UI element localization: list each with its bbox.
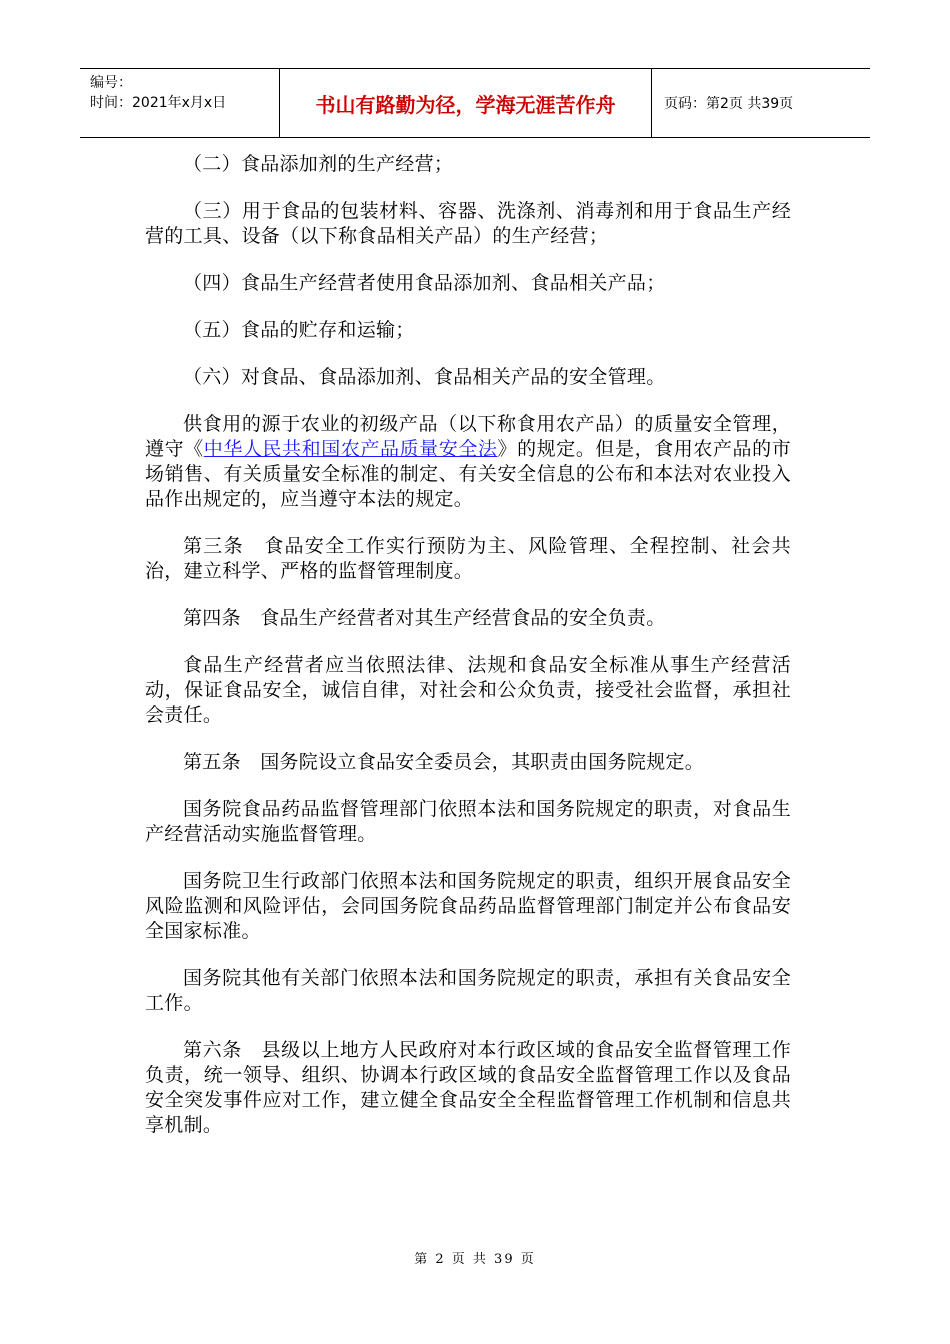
- paragraph: （四）食品生产经营者使用食品添加剂、食品相关产品；: [183, 272, 666, 294]
- paragraph: （三）用于食品的包装材料、容器、洗涤剂、消毒剂和用于食品生产经营的工具、设备（以下称食品相关产品）的生产经营；: [145, 200, 791, 247]
- paragraph: 第三条 食品安全工作实行预防为主、风险管理、全程控制、社会共治，建立科学、严格的监督管理制度。: [145, 535, 791, 582]
- paragraph: （六）对食品、食品添加剂、食品相关产品的安全管理。: [183, 366, 666, 388]
- page-header: [80, 68, 870, 138]
- paragraph: （二）食品添加剂的生产经营；: [183, 153, 454, 175]
- paragraph: 第五条 国务院设立食品安全委员会，其职责由国务院规定。: [183, 751, 705, 773]
- paragraph-text: 供食用的源于农业的初级产品（以下称食用农产品）的质量安全管理，遵守《: [145, 413, 791, 460]
- paragraph: 国务院食品药品监督管理部门依照本法和国务院规定的职责，对食品生产经营活动实施监督管理。: [145, 798, 791, 845]
- header-left-cell: [80, 69, 280, 137]
- document-body: [145, 152, 791, 1160]
- law-link[interactable]: 中华人民共和国农产品质量安全法: [203, 438, 498, 460]
- paragraph: 第六条 县级以上地方人民政府对本行政区域的食品安全监督管理工作负责，统一领导、组织、协调本行政区域的食品安全监督管理工作以及食品安全突发事件应对工作，建立健全食品安全全程监督管理工作机制和信息共享机制。: [145, 1039, 791, 1136]
- header-page-info: 页码：第2页 共39页: [664, 96, 794, 112]
- paragraph: 食品生产经营者应当依照法律、法规和食品安全标准从事生产经营活动，保证食品安全，诚信自律，对社会和公众负责，接受社会监督，承担社会责任。: [145, 654, 791, 726]
- document-date: 时间：2021年x月x日: [90, 95, 227, 111]
- header-motto: 书山有路勤为径，学海无涯苦作舟: [280, 69, 652, 137]
- paragraph: 第四条 食品生产经营者对其生产经营食品的安全负责。: [183, 607, 666, 629]
- page-footer: 第 2 页 共 39 页: [414, 1252, 536, 1267]
- paragraph-with-link: [145, 412, 791, 512]
- paragraph-text: 》的规定。但是，食用农产品的市场销售、有关质量安全标准的制定、有关安全信息的公布和本法对农业投入品作出规定的，应当遵守本法的规定。: [145, 438, 791, 510]
- document-number-label: 编号：: [90, 75, 132, 91]
- paragraph: （五）食品的贮存和运输；: [183, 319, 415, 341]
- paragraph: 国务院其他有关部门依照本法和国务院规定的职责，承担有关食品安全工作。: [145, 967, 791, 1014]
- paragraph: 国务院卫生行政部门依照本法和国务院规定的职责，组织开展食品安全风险监测和风险评估，会同国务院食品药品监督管理部门制定并公布食品安全国家标准。: [145, 870, 791, 942]
